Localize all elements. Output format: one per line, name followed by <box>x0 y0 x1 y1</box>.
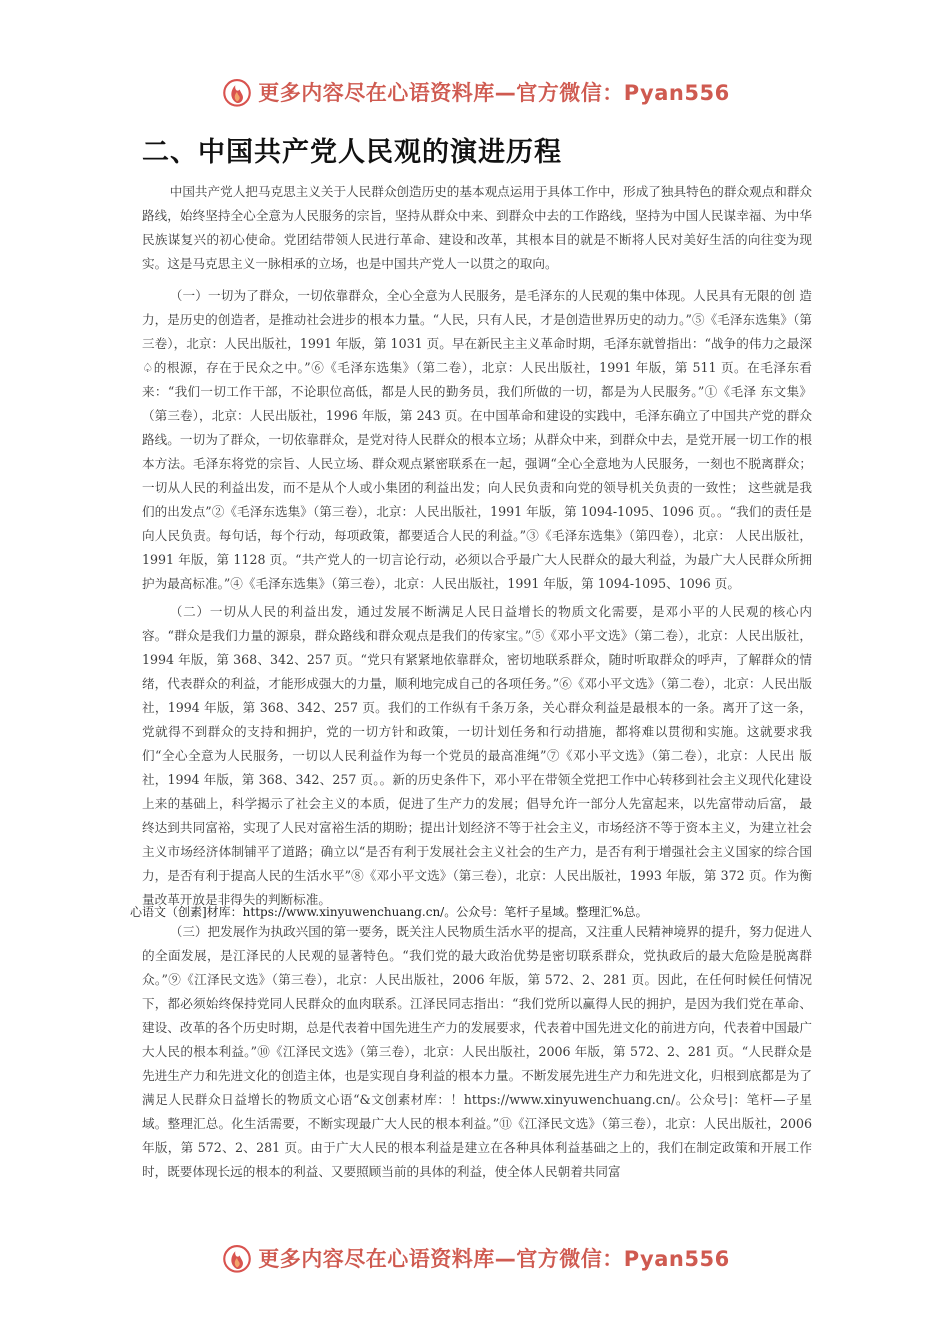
header-banner <box>0 72 950 112</box>
flame-logo-icon <box>220 1241 254 1275</box>
paragraph-jiang: （三）把发展作为执政兴国的第一要务，既关注人民物质生活水平的提高，又注重人民精神境界的提升，努力促进人的全面发展，是江泽民的人民观的显著特色。“我们党的最大政治优势是密切联系群众，党执政后的最大危险是脱离群众。”⑨《江泽民文选》（第三卷），北京：人民出版社，2006 年版，第 572、2、281 页。因此，在任何时候任何情况下，都必须始终保持党同人民群众的血肉联系。江泽民同志指出：“我们党所以赢得人民的拥护，是因为我们党在革命、建设、改革的各个历史时期，总是代表着中国先进生产力的发展要求，代表着中国先进文化的前进方向，代表着中国最广大人民的根本利益。”⑩《江泽民文选》（第三卷），北京：人民出版社，2006 年版，第 572、2、281 页。“人民群众是先进生产力和先进文化的创造主体，也是实现自身利益的根本力量。不断发展先进生产力和先进文化，归根到底都是为了满足人民群众日益增长的物质文心语“&文创素材库：！https://www.xinyuwenchuang.cn/。公众号|：笔杆—子星域。整理汇总。化生活需要，不断实现最广大人民的根本利益。”⑪《江泽民文选》（第三卷），北京：人民出版社，2006 年版，第 572、2、281 页。由于广大人民的根本利益是建立在各种具体利益基础之上的，我们在制定政策和开展工作时，既要体现长远的根本的利益、又要照顾当前的具体的利益，使全体人民朝着共同富 <box>142 924 812 1179</box>
paragraph-deng: （二）一切从人民的利益出发，通过发展不断满足人民日益增长的物质文化需要，是邓小平的人民观的核心内容。“群众是我们力量的源泉，群众路线和群众观点是我们的传家宝。”⑤《邓小平文选》（第二卷），北京：人民出版社，1994 年版，第 368、342、257 页。“党只有紧紧地依靠群众，密切地联系群众，随时听取群众的呼声，了解群众的情绪，代表群众的利益，才能形成强大的力量，顺利地完成自己的各项任务。”⑥《邓小平文选》（第二卷），北京：人民出版社，1994 年版，第 368、342、257 页。我们的工作纵有千条万条，关心群众利益是最根本的一条。离开了这一条，党就得不到群众的支持和拥护，党的一切方针和政策，一切计划任务和行动措施，都将难以贯彻和实施。这就要求我们“全心全意为人民服务，一切以人民利益作为每一个党员的最高准绳”⑦《邓小平文选》（第二卷），北京：人民出 版社，1994 年版，第 368、342、257 页。。新的历史条件下，邓小平在带领全党把工作中心转移到社会主义现代化建设上来的基础上，科学揭示了社会主义的本质，促进了生产力的发展；倡导允许一部分人先富起来，以先富带动后富， 最终达到共同富裕，实现了人民对富裕生活的期盼；提出计划经济不等于社会主义，市场经济不等于资本主义，为建立社会主义市场经济体制铺平了道路；确立以“是否有利于发展社会主义社会的生产力，是否有利于增强社会主义国家的综合国力，是否有利于提高人民的生活水平”⑧《邓小平文选》（第三卷），北京：人民出版社，1993 年版，第 372 页。作为衡量改革开放是非得失的判断标准。 <box>142 604 812 907</box>
footer-banner <box>0 1238 950 1278</box>
watermark-note: 心语文（创素]材库：https://www.xinyuwenchuang.cn/。公众号：笔杆子星域。整理汇%总。 <box>130 905 648 919</box>
paragraph-mao: （一）一切为了群众，一切依靠群众，全心全意为人民服务，是毛泽东的人民观的集中体现。人民具有无限的创 造力，是历史的创造者，是推动社会进步的根本力量。“人民，只有人民，才是创造世界历史的动力。”⑤《毛泽东选集》（第三卷），北京：人民出版社，1991 年版，第 1031 页。早在新民主主义革命时期，毛泽东就曾指出：“战争的伟力之最深♤的根源，存在于民众之中。”⑥《毛泽东选集》（第二卷），北京：人民出版社，1991 年版，第 511 页。在毛泽东看来：“我们一切工作干部，不论职位高低，都是人民的勤务员，我们所做的一切，都是为人民服务。”①《毛泽 东文集》（第三卷），北京：人民出版社，1996 年版，第 243 页。在中国革命和建设的实践中，毛泽东确立了中国共产党的群众路线。一切为了群众，一切依靠群众，是党对待人民群众的根本立场；从群众中来，到群众中去，是党开展一切工作的根本方法。毛泽东将党的宗旨、人民立场、群众观点紧密联系在一起，强调“全心全意地为人民服务，一刻也不脱离群众；一切从人民的利益出发，而不是从个人或小集团的利益出发；向人民负责和向党的领导机关负责的一致性； 这些就是我们的出发点”②《毛泽东选集》（第三卷），北京：人民出版社，1991 年版，第 1094-1095、1096 页。。“我们的责任是向人民负责。每句话，每个行动，每项政策，都要适合人民的利益。”③《毛泽东选集》（第四卷），北京： 人民出版社，1991 年版，第 1128 页。“共产党人的一切言论行动，必须以合乎最广大人民群众的最大利益，为最广大人民群众所拥护为最高标准。”④《毛泽东选集》（第三卷），北京：人民出版社，1991 年版，第 1094-1095、1096 页。 <box>142 288 812 591</box>
flame-logo-icon <box>220 75 254 109</box>
paragraph-intro: 中国共产党人把马克思主义关于人民群众创造历史的基本观点运用于具体工作中，形成了独具特色的群众观点和群众路线，始终坚持全心全意为人民服务的宗旨，坚持从群众中来、到群众中去的工作路线，坚持为中国人民谋幸福、为中华民族谋复兴的初心使命。党团结带领人民进行革命、建设和改革，其根本目的就是不断将人民对美好生活的向往变为现实。这是马克思主义一脉相承的立场，也是中国共产党人一以贯之的取向。 <box>142 184 812 271</box>
banner-text: 更多内容尽在心语资料库—官方微信：Pyan556 <box>258 81 730 105</box>
banner-text: 更多内容尽在心语资料库—官方微信：Pyan556 <box>258 1247 730 1271</box>
page-title: 二、中国共产党人民观的演进历程 <box>142 137 562 168</box>
